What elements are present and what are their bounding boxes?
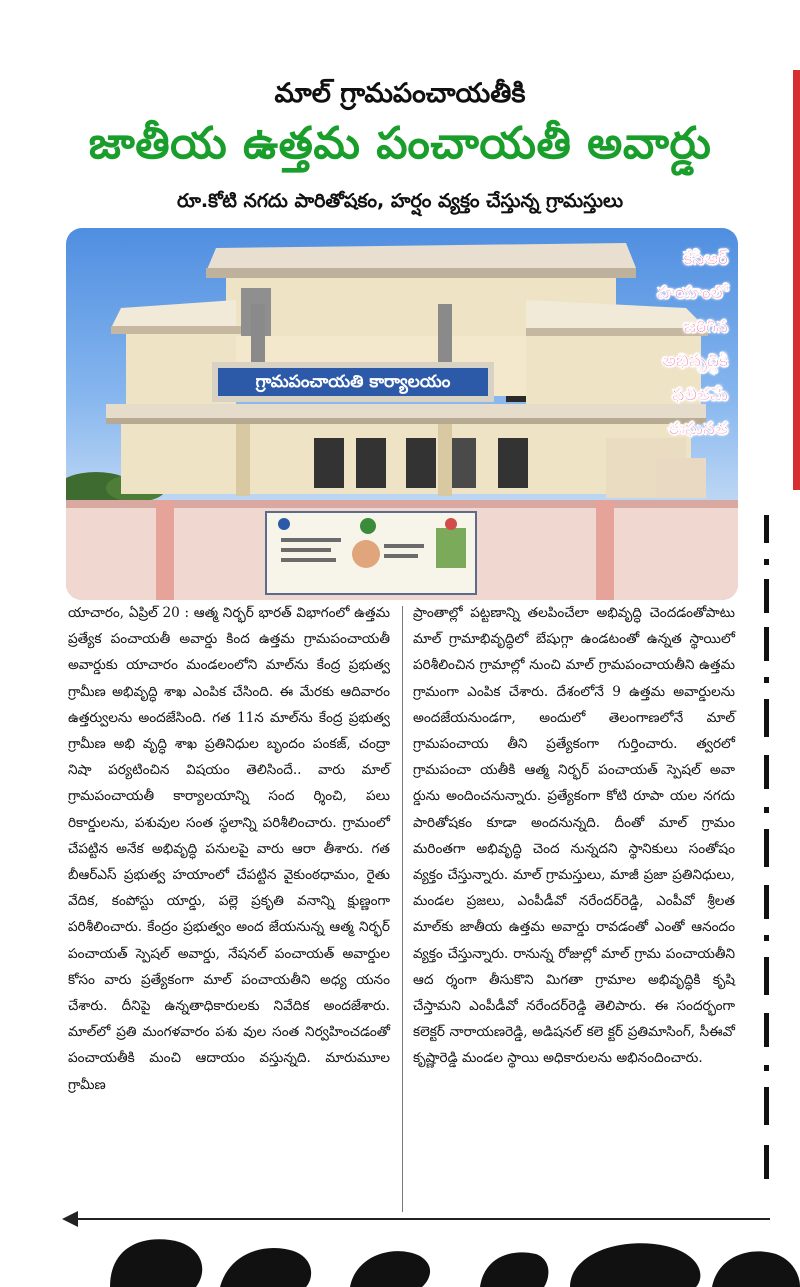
overlay-line-4: అభివృద్ధికి	[662, 351, 728, 371]
overlay-line-2: హయాంలో	[657, 283, 728, 303]
overlay-line-5: ఫలితమే	[672, 385, 728, 405]
article-headline: జాతీయ ఉత్తమ పంచాయతీ అవార్డు	[88, 118, 712, 169]
article-subhead: రూ.కోటి నగదు పారితోషకం, హర్షం వ్యక్తం చేస్తున్న గ్రామస్తులు	[176, 190, 624, 212]
overlay-line-6: ఈఘనత	[667, 419, 728, 439]
article-body-column-1: యాచారం, ఏప్రిల్‌ 20 : ఆత్మ నిర్భర్‌ భారత్‌ విభాగంలో ఉత్తమ ప్రత్యేక పంచాయతీ అవార్డు కింద ఉత్తమ గ్రామపంచాయతీ అవార్డుకు యాచారం మండలంలోని మాల్‌ను కేంద్ర ప్రభుత్వ గ్రామీణ అభివృద్ధి శాఖ ఎంపిక చేసింది. ఈ మేరకు ఆదివారం ఉత్తర్వులను అందజేసింది. గత 11న మాల్‌ను కేంద్ర ప్రభుత్వ గ్రామీణ అభి వృద్ధి శాఖ ప్రతినిధుల బృందం పంకజ్‌, చంద్రా నిషా పర్యటించిన విషయం తెలిసిందే.. వారు మాల్‌ గ్రామపంచాయతీ కార్యాలయాన్ని సంద ర్శించి, పలు రికార్డులను, పశువుల సంత స్థలాన్ని పరిశీలించారు. గ్రామంలో చేపట్టిన అనేక అభివృద్ధి పనులపై వారు ఆరా తీశారు. గత బీఆర్‌ఎస్‌ ప్రభుత్వ హయాంలో చేపట్టిన వైకుంఠధామం, రైతు వేదిక, కంపోస్టు యార్డు, పల్లె ప్రకృతి వనాన్ని క్షుణ్ణంగా పరిశీలించారు. కేంద్రం ప్రభుత్వం అంద జేయనున్న ఆత్మ నిర్భర్‌ పంచాయత్‌ స్పెషల్‌ అవార్డు, నేషనల్‌ పంచాయత్‌ అవార్డుల కోసం వారు ప్రత్యేకంగా మాల్‌ పంచాయతీని అధ్య యనం చేశారు. దీనిపై ఉన్నతాధికారులకు నివేదిక అందజేశారు. మాల్‌లో ప్రతి మంగళవారం పశు వుల సంత నిర్వహించడంతో పంచాయతీకి మంచి ఆదాయం వస్తున్నది. మారుమూల గ్రామీణ	[68, 605, 390, 1093]
photo-caption-overlay	[578, 242, 728, 446]
column-divider	[402, 606, 403, 1212]
right-edge-column-rule	[764, 515, 772, 1205]
next-article-headline-fragment	[100, 1228, 800, 1287]
article-body-column-2: ప్రాంతాల్లో పట్టణాన్ని తలపించేలా అభివృద్ధి చెందడంతోపాటు మాల్‌ గ్రామాభివృద్ధిలో బేషుగ్గా ఉండటంతో ఉన్నత స్థాయిలో పరిశీలించిన గ్రామాల్లో నుంచి మాల్‌ గ్రామపంచాయతీని ఉత్తమ గ్రామంగా ఎంపిక చేశారు. దేశంలోనే 9 ఉత్తమ అవార్డులను అందజేయనుండగా, అందులో తెలంగాణలోనే మాల్‌ గ్రామపంచాయ తీని ప్రత్యేకంగా గుర్తించారు. త్వరలో గ్రామపంచా యతీకి ఆత్మ నిర్భర్‌ పంచాయత్‌ స్పెషల్‌ అవా ర్డును అందించనున్నారు. ప్రత్యేకంగా కోటి రూపా యల నగదు పారితోషకం కూడా అందనున్నది. దీంతో మాల్‌ గ్రామం మరింతగా అభివృద్ధి చెంద నున్నదని స్థానికులు సంతోషం వ్యక్తం చేస్తున్నారు. మాల్‌ గ్రామస్తులు, మాజీ ప్రజా ప్రతినిధులు, మండల ప్రజలు, ఎంపీడీవో నరేందర్‌రెడ్డి, ఎంపీవో శ్రీలత మాల్‌కు జాతీయ ఉత్తమ అవార్డు రావడంతో ఎంతో ఆనందం వ్యక్తం చేస్తున్నారు. రానున్న రోజుల్లో మాల్‌ గ్రామ పంచాయతీని ఆద ర్శంగా తీసుకొని మిగతా గ్రామాల అభివృద్ధికి కృషి చేస్తామని ఎంపీడీవో నరేందర్‌రెడ్డి తెలిపారు. ఈ సందర్భంగా కలెక్టర్‌ నారాయణరెడ్డి, అడిషనల్‌ కలె క్టర్‌ ప్రతిమాసింగ్‌, సీఈవో కృష్ణారెడ్డి మండల స్థాయి అధికారులను అభినందించారు.	[413, 605, 735, 1067]
overlay-line-3: జరిగిన	[683, 317, 728, 337]
cropped-headline-glyphs	[100, 1228, 800, 1287]
office-sign-text: గ్రామపంచాయతి కార్యాలయం	[255, 372, 451, 392]
bottom-rule	[70, 1218, 770, 1220]
article-kicker: మాల్‌ గ్రామపంచాయతీకి	[274, 78, 526, 109]
overlay-line-1: కేసీఆర్‌	[683, 249, 728, 269]
panchayat-office-photo	[66, 228, 738, 600]
